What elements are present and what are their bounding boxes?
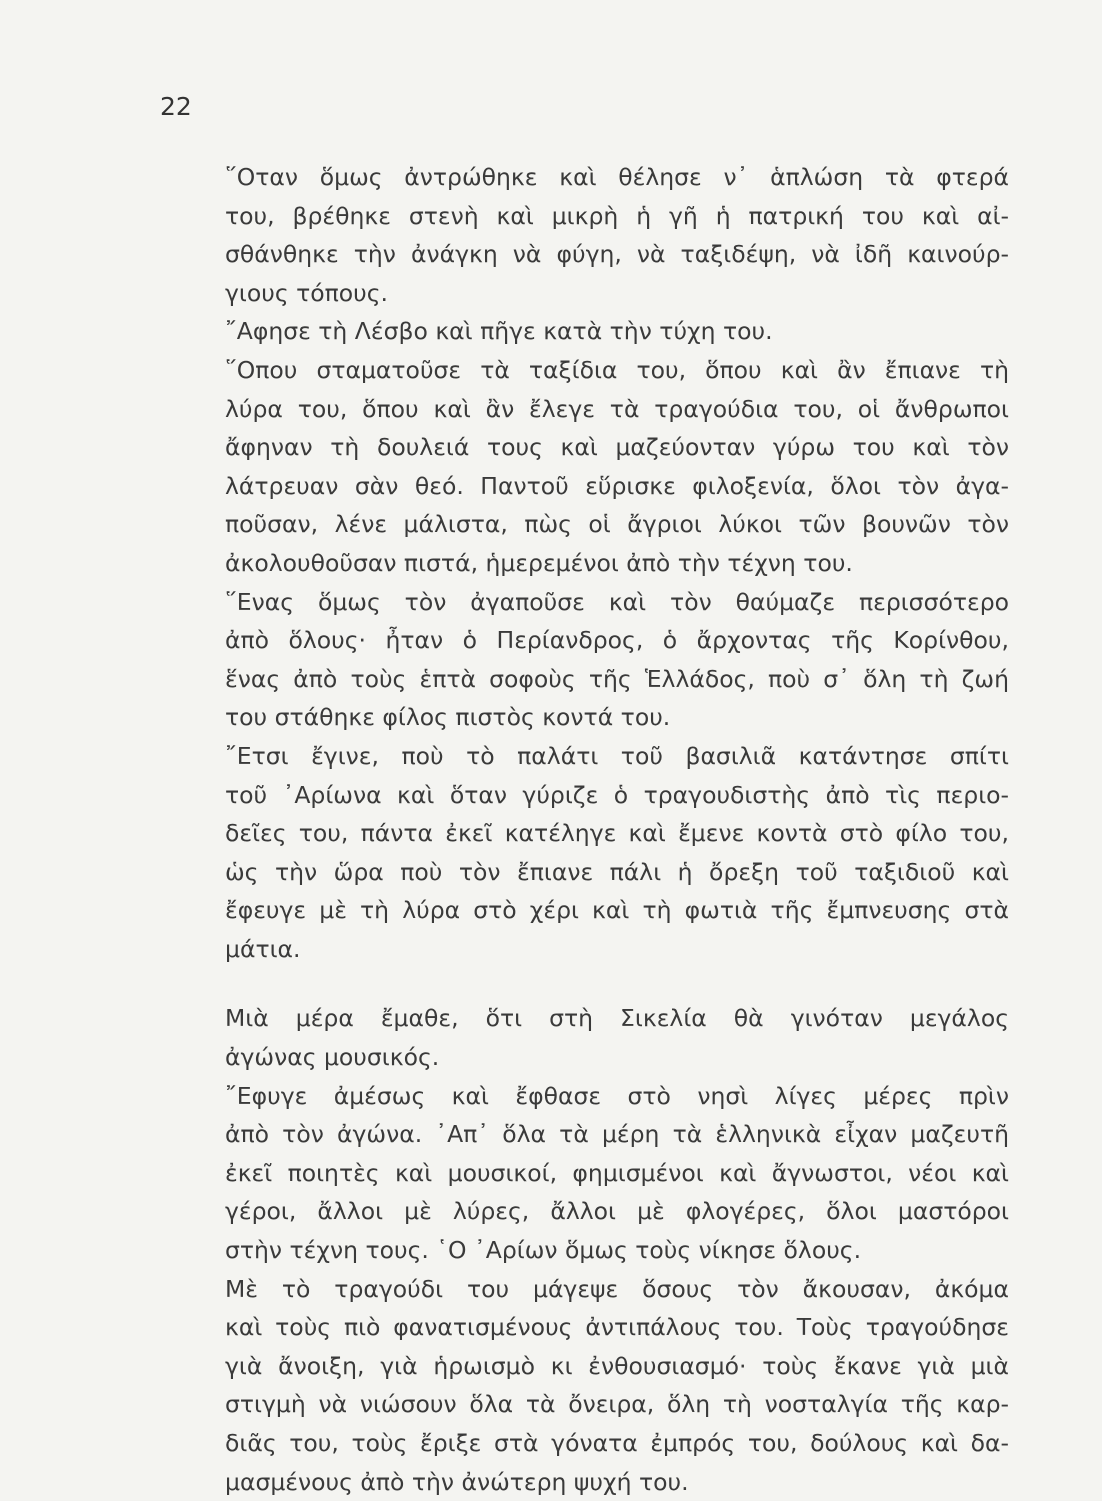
text-line: δεῖες του, πάντα ἐκεῖ κατέληγε καὶ ἔμενε κοντὰ στὸ φίλο του, <box>225 819 1009 848</box>
text-line: ποῦσαν, λένε μάλιστα, πὼς οἱ ἄγριοι λύκοι τῶν βουνῶν τὸν <box>225 510 1009 539</box>
body-text <box>163 158 1009 1501</box>
text-line: ἀγώνας μουσικός. <box>225 1043 440 1072</box>
paragraph <box>163 583 1009 737</box>
text-line: Μὲ τὸ τραγούδι του μάγεψε ὅσους τὸν ἄκουσαν, ἀκόμα <box>225 1274 1009 1303</box>
text-line: καὶ τοὺς πιὸ φανατισμένους ἀντιπάλους του. Τοὺς τραγούδησε <box>225 1313 1009 1342</box>
paragraph <box>163 351 1009 583</box>
text-line: διᾶς του, τοὺς ἔριξε στὰ γόνατα ἐμπρός του, δούλους καὶ δα- <box>225 1429 1009 1457</box>
text-line: μάτια. <box>225 934 301 963</box>
text-line: γιους τόπους. <box>225 278 389 307</box>
text-line: ῎Εφυγε ἀμέσως καὶ ἔφθασε στὸ νησὶ λίγες μέρες πρὶν <box>225 1081 1009 1110</box>
text-line: ὡς τὴν ὥρα ποὺ τὸν ἔπιανε πάλι ἡ ὄρεξη τοῦ ταξιδιοῦ καὶ <box>225 857 1009 886</box>
text-line: στιγμὴ νὰ νιώσουν ὅλα τὰ ὄνειρα, ὅλη τὴ νοσταλγία τῆς καρ- <box>225 1390 1009 1419</box>
paragraph <box>163 158 1009 312</box>
text-line: ἐκεῖ ποιητὲς καὶ μουσικοί, φημισμένοι καὶ ἄγνωστοι, νέοι καὶ <box>225 1158 1009 1187</box>
text-line: τοῦ ᾿Αρίωνα καὶ ὅταν γύριζε ὁ τραγουδιστὴς ἀπὸ τὶς περιο- <box>225 780 1009 809</box>
text-line: ῞Οπου σταματοῦσε τὰ ταξίδια του, ὅπου καὶ ἂν ἔπιανε τὴ <box>225 355 1009 384</box>
paragraph <box>163 999 1009 1076</box>
text-line: ῞Ενας ὅμως τὸν ἀγαποῦσε καὶ τὸν θαύμαζε περισσότερο <box>225 587 1009 616</box>
text-line: ἀπὸ τὸν ἀγώνα. ᾿Απ᾿ ὅλα τὰ μέρη τὰ ἑλληνικὰ εἶχαν μαζευτῆ <box>225 1120 1009 1149</box>
paragraph <box>163 312 1009 351</box>
text-line: λύρα του, ὅπου καὶ ἂν ἔλεγε τὰ τραγούδια του, οἱ ἄνθρωποι <box>225 394 1009 423</box>
text-line: Μιὰ μέρα ἔμαθε, ὅτι στὴ Σικελία θὰ γινόταν μεγάλος <box>225 1004 1009 1033</box>
page-number: 22 <box>160 92 192 121</box>
text-line: ῞Οταν ὅμως ἀντρώθηκε καὶ θέλησε ν᾿ ἁπλώση τὰ φτερά <box>225 163 1009 191</box>
text-line: μασμένους ἀπὸ τὴν ἀνώτερη ψυχή του. <box>225 1467 689 1496</box>
text-line: στὴν τέχνη τους. ῾Ο ᾿Αρίων ὅμως τοὺς νίκησε ὅλους. <box>225 1236 862 1265</box>
text-line: λάτρευαν σὰν θεό. Παντοῦ εὕρισκε φιλοξενία, ὅλοι τὸν ἀγα- <box>225 471 1009 500</box>
text-line: γιὰ ἄνοιξη, γιὰ ἡρωισμὸ κι ἐνθουσιασμό· τοὺς ἔκανε γιὰ μιὰ <box>225 1351 1009 1380</box>
paragraph <box>163 1270 1009 1501</box>
text-line: ἔφευγε μὲ τὴ λύρα στὸ χέρι καὶ τὴ φωτιὰ τῆς ἔμπνευσης στὰ <box>225 896 1009 925</box>
text-line: ἀκολουθοῦσαν πιστά, ἡμερεμένοι ἀπὸ τὴν τέχνη του. <box>225 548 853 577</box>
text-line: ἀπὸ ὅλους· ἦταν ὁ Περίανδρος, ὁ ἄρχοντας τῆς Κορίνθου, <box>225 626 1009 655</box>
text-line: γέροι, ἄλλοι μὲ λύρες, ἄλλοι μὲ φλογέρες, ὅλοι μαστόροι <box>225 1197 1009 1226</box>
paragraph <box>163 737 1009 969</box>
text-line: ῎Ετσι ἔγινε, ποὺ τὸ παλάτι τοῦ βασιλιᾶ κατάντησε σπίτι <box>225 741 1009 770</box>
text-line: σθάνθηκε τὴν ἀνάγκη νὰ φύγη, νὰ ταξιδέψη, νὰ ἰδῆ καινούρ- <box>225 240 1009 269</box>
text-line: ῎Αφησε τὴ Λέσβο καὶ πῆγε κατὰ τὴν τύχη του. <box>225 317 773 346</box>
text-line: ἕνας ἀπὸ τοὺς ἑπτὰ σοφοὺς τῆς Ἑλλάδος, ποὺ σ᾿ ὅλη τὴ ζωή <box>225 664 1009 693</box>
text-line: του στάθηκε φίλος πιστὸς κοντά του. <box>225 703 671 732</box>
text-line: του, βρέθηκε στενὴ καὶ μικρὴ ἡ γῆ ἡ πατρική του καὶ αἰ- <box>225 201 1009 230</box>
paragraph <box>163 1077 1009 1270</box>
text-line: ἄφηναν τὴ δουλειά τους καὶ μαζεύονταν γύρω του καὶ τὸν <box>225 433 1009 462</box>
